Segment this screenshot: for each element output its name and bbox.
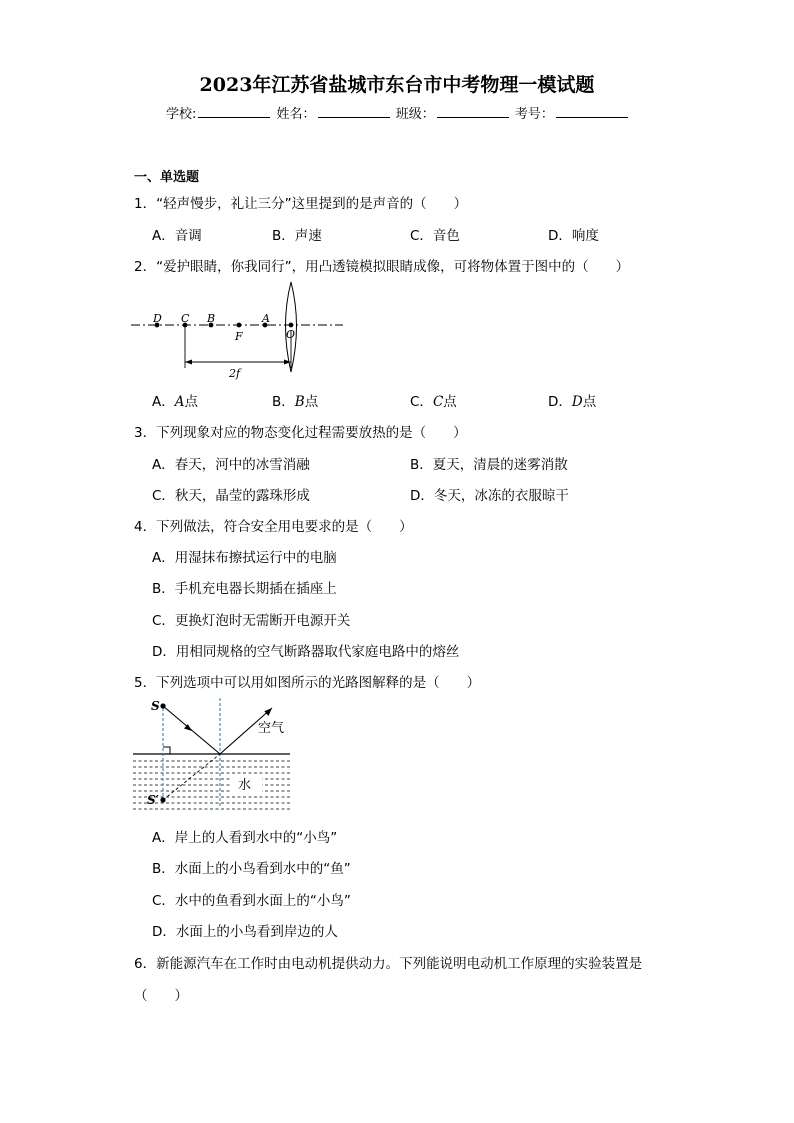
q2-d-var: D: [571, 394, 583, 410]
q2-b-letter: B．: [272, 394, 295, 410]
label-a: A: [262, 312, 270, 325]
q1-option-c[interactable]: C．音色: [410, 228, 460, 244]
q2-c-tail: 点: [443, 394, 457, 410]
q3-stem: 3．下列现象对应的物态变化过程需要放热的是（ ）: [134, 425, 467, 441]
name-label: 姓名：: [276, 107, 316, 122]
section-heading: 一、单选题: [134, 170, 200, 185]
school-blank[interactable]: [198, 105, 270, 118]
q2-option-c[interactable]: [410, 390, 457, 410]
exam-no-label: 考号：: [514, 107, 554, 122]
q1-option-b[interactable]: B．声速: [272, 228, 322, 244]
q6-paren: （ ）: [134, 988, 188, 1004]
name-blank[interactable]: [318, 105, 390, 118]
label-2f: 2f: [229, 367, 241, 380]
q1-option-a[interactable]: A．音调: [152, 228, 202, 244]
q2-b-var: B: [294, 394, 305, 410]
q2-c-letter: C．: [410, 394, 433, 410]
student-info-line: [166, 103, 630, 122]
point-s-prime: [160, 797, 165, 802]
label-d: D: [153, 312, 162, 325]
exam-no-blank[interactable]: [556, 105, 628, 118]
reflected-arrow: [264, 708, 272, 716]
q2-stem: 2．“爱护眼睛，你我同行”，用凸透镜模拟眼睛成像，可将物体置于图中的（ ）: [134, 259, 630, 275]
q2-a-var: A: [174, 394, 185, 410]
incident-ray: [163, 706, 220, 754]
q2-d-tail: 点: [582, 394, 597, 410]
q3-option-d[interactable]: D．冬天，冰冻的衣服晾干: [410, 488, 569, 504]
lens-diagram: [128, 280, 358, 380]
q5-option-b[interactable]: B．水面上的小鸟看到水中的“鱼”: [152, 861, 351, 877]
point-s: [160, 703, 165, 708]
label-water: 水: [238, 778, 252, 793]
arrow-left: [185, 360, 192, 365]
q1-stem: 1．“轻声慢步，礼让三分”这里提到的是声音的（ ）: [134, 196, 468, 212]
q5-option-d[interactable]: D．水面上的小鸟看到岸边的人: [152, 924, 338, 940]
class-label: 班级：: [395, 107, 435, 122]
q4-option-a[interactable]: A．用湿抹布擦拭运行中的电脑: [152, 550, 337, 566]
point-f: [237, 323, 242, 328]
label-s: S: [151, 699, 160, 713]
label-b: B: [207, 312, 216, 325]
q3-option-c[interactable]: C．秋天，晶莹的露珠形成: [152, 488, 310, 504]
label-o: O: [286, 328, 296, 341]
q6-stem: 6．新能源汽车在工作时由电动机提供动力。下列能说明电动机工作原理的实验装置是: [134, 956, 643, 972]
q2-b-tail: 点: [304, 394, 319, 410]
label-air: 空气: [258, 721, 285, 736]
q1-option-d[interactable]: D．响度: [548, 228, 599, 244]
q5-option-a[interactable]: A．岸上的人看到水中的“小鸟”: [152, 830, 338, 846]
q4-option-d[interactable]: D．用相同规格的空气断路器取代家庭电路中的熔丝: [152, 644, 460, 660]
q4-option-b[interactable]: B．手机充电器长期插在插座上: [152, 581, 337, 597]
q2-option-b[interactable]: [272, 390, 318, 410]
q4-option-c[interactable]: C．更换灯泡时无需断开电源开关: [152, 613, 351, 629]
q2-c-var: C: [432, 394, 444, 410]
point-o: [289, 323, 294, 328]
label-f: F: [235, 330, 243, 343]
label-s-prime: S′: [147, 793, 159, 807]
q5-stem: 5．下列选项中可以用如图所示的光路图解释的是（ ）: [134, 675, 481, 691]
q4-stem: 4．下列做法，符合安全用电要求的是（ ）: [134, 519, 413, 535]
label-c: C: [181, 312, 190, 325]
q3-option-a[interactable]: A．春天，河中的冰雪消融: [152, 457, 310, 473]
q2-d-letter: D．: [548, 394, 572, 410]
q2-option-d[interactable]: [548, 390, 596, 410]
page-title: 2023年江苏省盐城市东台市中考物理一模试题: [199, 74, 595, 96]
school-label: 学校:: [166, 107, 197, 122]
q2-a-letter: A．: [152, 394, 175, 410]
right-angle-mark: [163, 747, 170, 754]
q2-option-a[interactable]: [152, 390, 198, 410]
q3-option-b[interactable]: B．夏天，清晨的迷雾消散: [410, 457, 568, 473]
q5-option-c[interactable]: C．水中的鱼看到水面上的“小鸟”: [152, 893, 351, 909]
class-blank[interactable]: [437, 105, 509, 118]
arrow-right: [284, 360, 291, 365]
q2-a-tail: 点: [184, 394, 198, 410]
reflection-diagram: [130, 696, 295, 814]
